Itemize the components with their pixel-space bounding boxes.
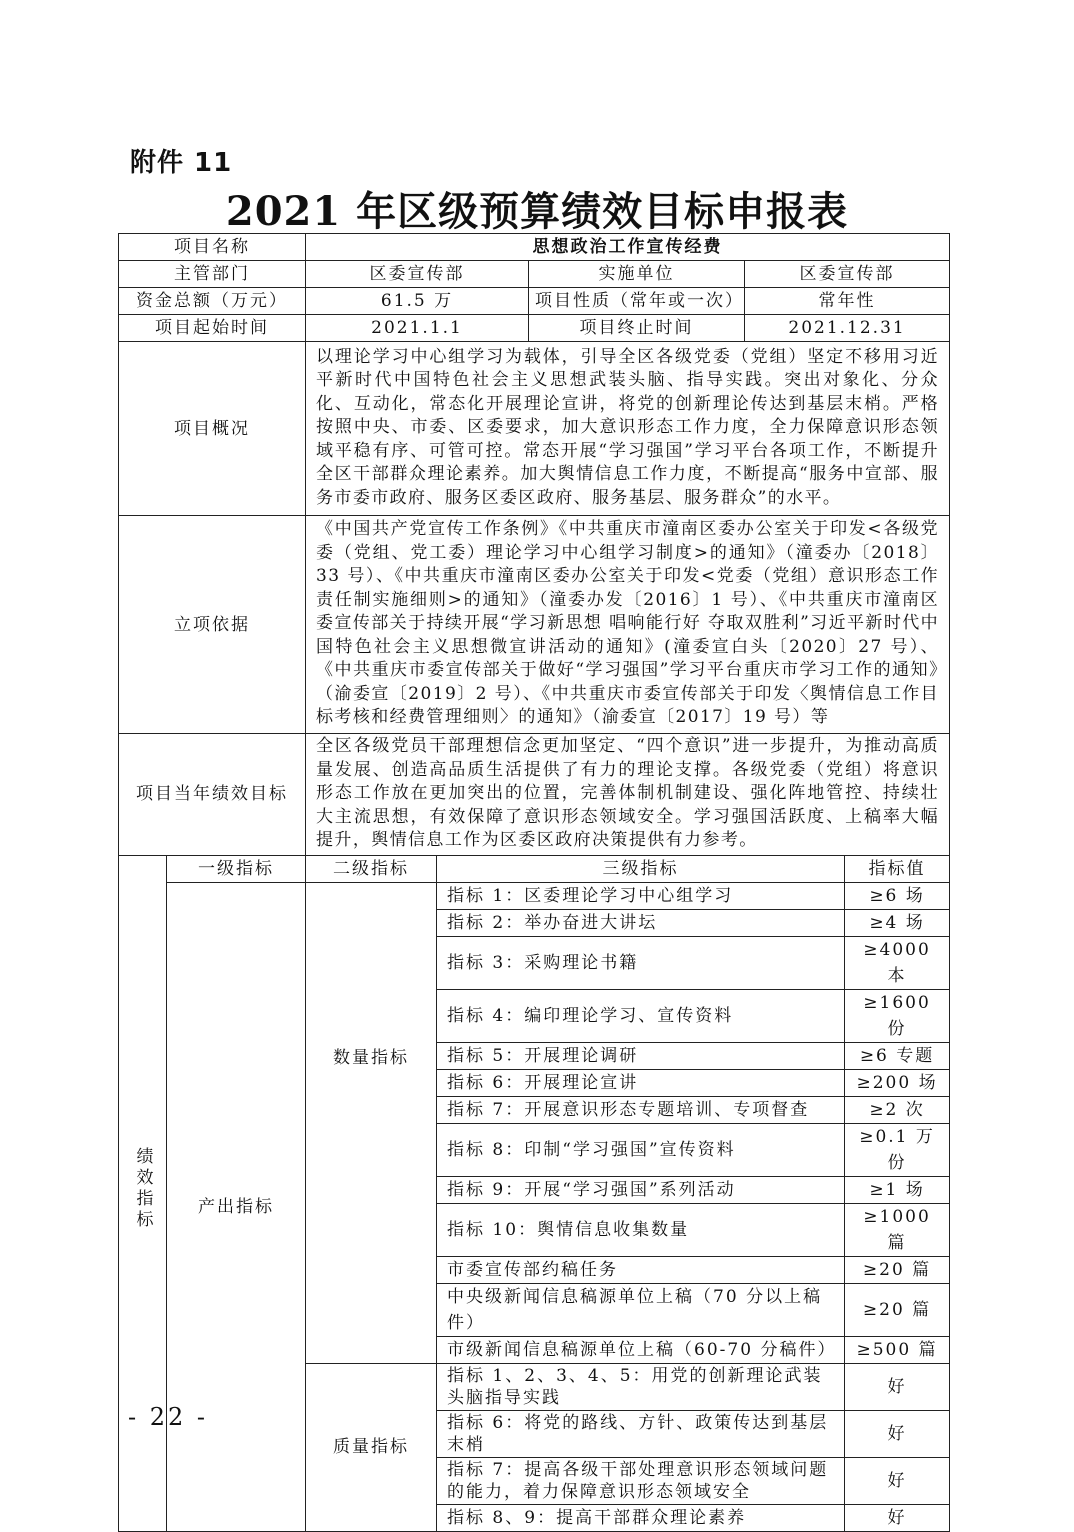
indicator-name: 指标 8、9：提高干部群众理论素养: [437, 1504, 845, 1531]
col-level1-header: 一级指标: [167, 855, 306, 882]
indicator-name: 指标 5：开展理论调研: [437, 1042, 845, 1069]
end-label: 项目终止时间: [529, 315, 745, 342]
col-level2-header: 二级指标: [306, 855, 437, 882]
start-label: 项目起始时间: [119, 315, 306, 342]
impl-label: 实施单位: [529, 261, 745, 288]
page-number: - 22 -: [128, 1403, 209, 1431]
quantity-indicator-row: [119, 882, 950, 909]
end-value: 2021.12.31: [745, 315, 950, 342]
row-dates: [119, 315, 950, 342]
goal-text: 全区各级党员干部理想信念更加坚定、“四个意识”进一步提升，为推动高质量发展、创造高品质生活提供了有力的理论支撑。各级党委（党组）将意识形态工作放在更加突出的位置，完善体制机制建设、强化阵地管控、持续壮大主流思想，有效保障了意识形态领域安全。学习强国活跃度、上稿率大幅提升，舆情信息工作为区委区政府决策提供有力参考。: [306, 734, 950, 856]
indicator-value: ≥200 场: [845, 1069, 950, 1096]
indicator-value: ≥1000 篇: [845, 1203, 950, 1256]
indicator-name: 指标 7：提高各级干部处理意识形态领域问题的能力，着力保障意识形态领域安全: [437, 1457, 845, 1504]
indicator-value: ≥2 次: [845, 1096, 950, 1123]
row-project-name: [119, 234, 950, 261]
indicator-value: ≥4 场: [845, 909, 950, 936]
row-overview: [119, 342, 950, 516]
indicator-name: 指标 6：开展理论宣讲: [437, 1069, 845, 1096]
indicator-value: 好: [845, 1457, 950, 1504]
impl-value: 区委宣传部: [745, 261, 950, 288]
indicator-value: 好: [845, 1504, 950, 1531]
basis-label: 立项依据: [119, 516, 306, 734]
indicator-name: 指标 1：区委理论学习中心组学习: [437, 882, 845, 909]
basis-text: 《中国共产党宣传工作条例》《中共重庆市潼南区委办公室关于印发<各级党委（党组、党工委）理论学习中心组学习制度>的通知》（潼委办〔2018〕33 号）、《中共重庆市潼南区委办公室关于印发<党委（党组）意识形态工作责任制实施细则>的通知》（潼委办发〔2016〕1 号）、《中共重庆市潼南区委宣传部关于持续开展“学习新思想 唱响能行好 夺取双胜利”习近平新时代中国特色社会主义思想微宣讲活动的通知》(潼委宣白头〔2020〕27 号）、《中共重庆市委宣传部关于做好“学习强国”学习平台重庆市学习工作的通知》（渝委宣〔2019〕2 号）、《中共重庆市委宣传部关于印发〈舆情信息工作目标考核和经费管理细则〉的通知》（渝委宣〔2017〕19 号）等: [306, 516, 950, 734]
indicator-name: 指标 6：将党的路线、方针、政策传达到基层末梢: [437, 1410, 845, 1457]
indicator-value: ≥4000 本: [845, 936, 950, 989]
fund-label: 资金总额（万元）: [119, 288, 306, 315]
project-name-label: 项目名称: [119, 234, 306, 261]
indicator-name: 指标 10：舆情信息收集数量: [437, 1203, 845, 1256]
indicator-header-row: [119, 855, 950, 882]
level2-quality-indicator: 质量指标: [306, 1363, 437, 1531]
goal-label: 项目当年绩效目标: [119, 734, 306, 856]
nature-value: 常年性: [745, 288, 950, 315]
budget-performance-table: [118, 233, 950, 1532]
page-title: 2021 年区级预算绩效目标申报表: [225, 188, 849, 235]
indicator-name: 指标 7：开展意识形态专题培训、专项督查: [437, 1096, 845, 1123]
start-value: 2021.1.1: [306, 315, 529, 342]
indicator-value: ≥500 篇: [845, 1336, 950, 1363]
nature-label: 项目性质（常年或一次）: [529, 288, 745, 315]
indicator-section-label: 绩效指标: [119, 855, 167, 1531]
level1-output-indicator: 产出指标: [167, 882, 306, 1531]
indicator-name: 市委宣传部约稿任务: [437, 1256, 845, 1283]
indicator-name: 中央级新闻信息稿源单位上稿（70 分以上稿件）: [437, 1283, 845, 1336]
indicator-name: 指标 9：开展“学习强国”系列活动: [437, 1176, 845, 1203]
indicator-value: 好: [845, 1410, 950, 1457]
indicator-value: ≥20 篇: [845, 1283, 950, 1336]
row-goal: [119, 734, 950, 856]
indicator-value: ≥6 场: [845, 882, 950, 909]
col-level3-header: 三级指标: [437, 855, 845, 882]
overview-text: 以理论学习中心组学习为载体，引导全区各级党委（党组）坚定不移用习近平新时代中国特色社会主义思想武装头脑、指导实践。突出对象化、分众化、互动化，常态化开展理论宣讲，将党的创新理论传达到基层末梢。严格按照中央、市委、区委要求，加大意识形态工作力度，全力保障意识形态领域平稳有序、可管可控。常态开展“学习强国”学习平台各项工作，不断提升全区干部群众理论素养。加大舆情信息工作力度，不断提高“服务中宣部、服务市委市政府、服务区委区政府、服务基层、服务群众”的水平。: [306, 342, 950, 516]
indicator-value: 好: [845, 1363, 950, 1410]
indicator-name: 指标 1、2、3、4、5：用党的创新理论武装头脑指导实践: [437, 1363, 845, 1410]
indicator-name: 指标 2：举办奋进大讲坛: [437, 909, 845, 936]
indicator-name: 指标 8：印制“学习强国”宣传资料: [437, 1123, 845, 1176]
row-basis: [119, 516, 950, 734]
row-fund: [119, 288, 950, 315]
overview-label: 项目概况: [119, 342, 306, 516]
indicator-value: ≥0.1 万份: [845, 1123, 950, 1176]
attachment-label: 附件 11: [130, 148, 233, 178]
indicator-name: 指标 4：编印理论学习、宣传资料: [437, 989, 845, 1042]
dept-label: 主管部门: [119, 261, 306, 288]
level2-quantity-indicator: 数量指标: [306, 882, 437, 1363]
indicator-value: ≥6 专题: [845, 1042, 950, 1069]
fund-value: 61.5 万: [306, 288, 529, 315]
row-dept: [119, 261, 950, 288]
indicator-value: ≥1600 份: [845, 989, 950, 1042]
col-value-header: 指标值: [845, 855, 950, 882]
indicator-value: ≥1 场: [845, 1176, 950, 1203]
indicator-name: 指标 3：采购理论书籍: [437, 936, 845, 989]
indicator-name: 市级新闻信息稿源单位上稿（60-70 分稿件）: [437, 1336, 845, 1363]
indicator-value: ≥20 篇: [845, 1256, 950, 1283]
dept-value: 区委宣传部: [306, 261, 529, 288]
project-name-value: 思想政治工作宣传经费: [306, 234, 950, 261]
